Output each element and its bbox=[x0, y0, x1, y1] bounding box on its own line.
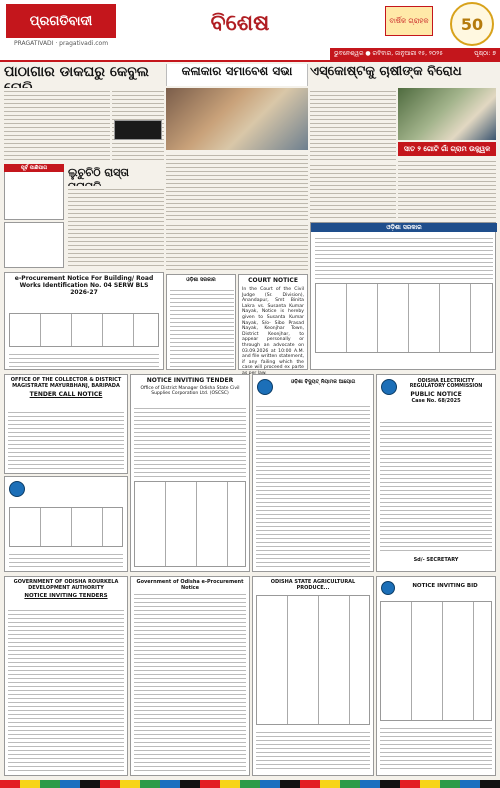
rourkela-subtitle: NOTICE INVITING TENDERS bbox=[24, 593, 108, 599]
oerc-public-notice[interactable] bbox=[376, 374, 496, 572]
newspaper-logo[interactable]: ପ୍ରଗତିବାଦୀ bbox=[6, 4, 116, 38]
agri-body bbox=[256, 729, 370, 771]
tender-heading: ଓଡ଼ିଶା ସରକାର bbox=[311, 223, 497, 232]
eproc-title: Government of Odisha e-Procurement Notice bbox=[136, 579, 244, 591]
weather-heading: ପୂର୍ବ ପାଣିପାଗ bbox=[4, 164, 64, 172]
weather-box bbox=[4, 164, 64, 220]
eproc-body bbox=[134, 591, 246, 771]
court-notice[interactable] bbox=[238, 274, 308, 370]
oscsc-office: Office of District Manager Odisha State Civil Supplies Corporation Ltd. (OSCSC) bbox=[140, 386, 240, 396]
cuttack-title: NOTICE INVITING BID bbox=[412, 583, 478, 589]
headline-artist-meeting[interactable]: କଳାକାର ସମାବେଶ ସଭା bbox=[166, 64, 308, 86]
logo-subtitle: PRAGATIVADI · pragativadi.com bbox=[13, 40, 109, 47]
oerc-title: ODISHA ELECTRICITY REGULATORY COMMISSION bbox=[409, 379, 483, 389]
color-registration-bar bbox=[0, 780, 500, 788]
info-box bbox=[4, 222, 64, 268]
tender-call-title: TENDER CALL NOTICE bbox=[29, 391, 103, 398]
protest-photo[interactable] bbox=[398, 88, 496, 140]
article-body bbox=[4, 88, 110, 162]
case-number: Case No. 68/2025 bbox=[411, 398, 461, 404]
rourkela-title: GOVERNMENT OF ODISHA ROURKELA DEVELOPMENT AUTHORITY bbox=[13, 579, 119, 591]
ad-badge: ବାର୍ଷିକ ଗ୍ରାହକ bbox=[385, 6, 433, 36]
rourkela-body bbox=[8, 607, 124, 771]
secretary-sign: Sd/- SECRETARY bbox=[413, 557, 459, 563]
oerc-logo-icon bbox=[257, 379, 273, 395]
article-body bbox=[166, 222, 308, 272]
headline-farmer-protest[interactable]: ଏସ୍କୋଷ୍ଟକୁ ଚାଷୀଙ୍କ ବିରୋଧ bbox=[310, 64, 462, 79]
headline-village[interactable]: ସାତ ୨ ଗୋଟି ଗାଁ ଗ୍ରାମ ଉଜ୍ଜ୍ୱଳ bbox=[398, 142, 496, 156]
public-notice-title: PUBLIC NOTICE bbox=[410, 391, 462, 398]
road-eprocurement-notice[interactable] bbox=[4, 272, 164, 370]
oerc-odia-notice[interactable] bbox=[252, 374, 374, 572]
power-logo-icon bbox=[9, 481, 25, 497]
tender-table bbox=[315, 283, 493, 353]
article-body bbox=[166, 152, 308, 222]
road-notice-title: e-Procurement Notice For Building/ Road Works Identification No. 04 SERW BLS 2026-27 bbox=[14, 275, 154, 296]
date-text: ଭୁବନେଶ୍ୱର ● ରବିବାର, ଜାନୁଆରୀ ୧୫, ୨୦୨୫ bbox=[334, 50, 443, 57]
odia-tender-notice[interactable] bbox=[310, 222, 496, 370]
oerc-logo-icon bbox=[381, 379, 397, 395]
rourkela-notice[interactable] bbox=[4, 576, 128, 776]
agri-title: ODISHA STATE AGRICULTURAL PRODUCE... bbox=[270, 579, 356, 591]
agri-notice[interactable] bbox=[252, 576, 374, 776]
agri-table bbox=[256, 595, 370, 725]
anniversary-seal: 50 bbox=[450, 2, 494, 46]
page-number: ପୃଷ୍ଠା: ୭ bbox=[474, 50, 496, 57]
cuttack-body bbox=[380, 725, 492, 771]
court-notice-title: COURT NOTICE bbox=[248, 277, 298, 284]
section-title: ବିଶେଷ bbox=[210, 10, 270, 36]
collector-notice[interactable] bbox=[4, 374, 128, 474]
date-bar bbox=[330, 48, 500, 60]
court-notice-body: In the Court of the Civil Judge (Sr. Division), Anandapur, Smt Binita Lakra vs. Susanta Kumar Nayak, Notice is hereby given to Susanta Kumar Nayak, S/o- Sibo Prasad Nayak, Keonjhar Town, District Keonjhar, to appear personally or through an advocate on 03.09.2026 at 10:00 A.M. and file written statement, if any failing which the case will proceed ex parte bbox=[242, 287, 304, 371]
article-body bbox=[398, 158, 496, 220]
collector-body bbox=[8, 409, 124, 471]
road-notice-table bbox=[9, 313, 159, 347]
oscsc-title: NOTICE INVITING TENDER bbox=[146, 377, 234, 384]
power-notice[interactable] bbox=[4, 476, 128, 572]
oscsc-body bbox=[134, 405, 246, 477]
article-body bbox=[310, 88, 396, 160]
odia-notice-heading: ଓଡ଼ିଶା ସରକାର bbox=[186, 277, 216, 283]
headline-road-repair[interactable]: ଲୁଚୁଚିଠି ରାସ୍ତା bbox=[68, 166, 130, 179]
event-photo[interactable] bbox=[166, 88, 308, 150]
road-notice-footer bbox=[9, 351, 159, 367]
oscsc-tender-notice[interactable] bbox=[130, 374, 250, 572]
masthead bbox=[0, 0, 500, 62]
tender-body bbox=[315, 235, 493, 279]
cuttack-notice[interactable] bbox=[376, 576, 496, 776]
headline-cable-theft[interactable]: ପାଠାଗାର ଡାକଘରୁ କେବୁଲ bbox=[4, 64, 149, 80]
notice-body bbox=[170, 287, 234, 367]
oerc-odia-title: ଓଡ଼ିଶା ବିଦ୍ୟୁତ୍ ନିୟାମକ ଆୟୋଗ bbox=[290, 379, 356, 385]
power-table bbox=[9, 507, 123, 547]
notice-odia[interactable] bbox=[166, 274, 236, 370]
article-body bbox=[68, 186, 164, 268]
cuttack-table bbox=[380, 601, 492, 721]
oerc-body bbox=[380, 419, 492, 553]
cuttack-logo-icon bbox=[381, 581, 395, 595]
power-body bbox=[9, 551, 123, 569]
eprocurement-notice[interactable] bbox=[130, 576, 250, 776]
article-body bbox=[310, 162, 396, 220]
oscsc-table bbox=[134, 481, 246, 567]
oerc-odia-body bbox=[256, 403, 370, 567]
collector-title: OFFICE OF THE COLLECTOR & DISTRICT MAGISTRATE MAYURBHANJ, BARIPADA bbox=[10, 377, 122, 389]
inline-graphic bbox=[114, 120, 162, 140]
